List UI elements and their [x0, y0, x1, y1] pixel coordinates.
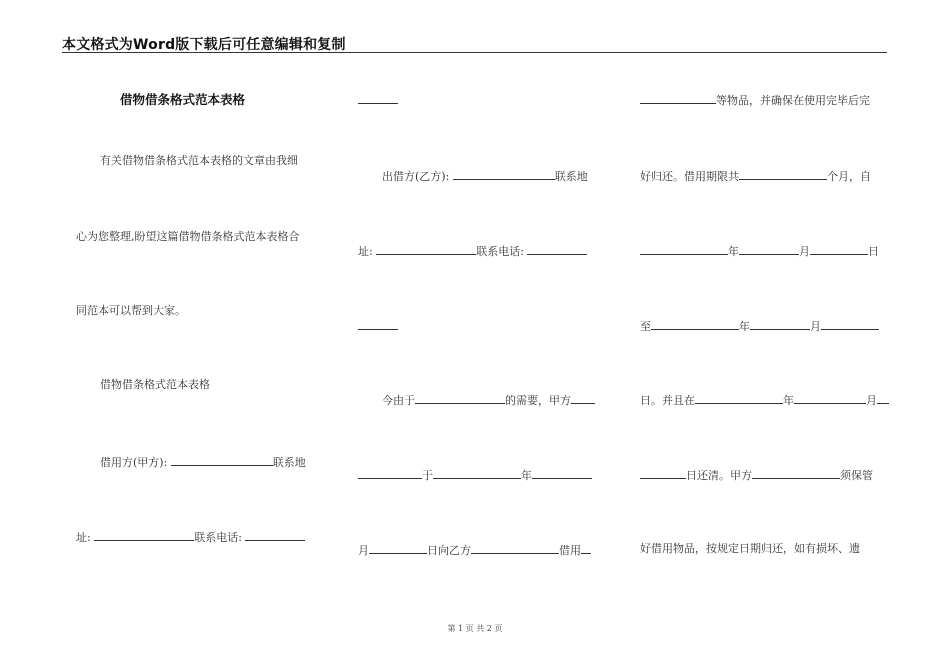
items-tail: 等物品，并确保在使用完毕后完 [716, 94, 870, 107]
section-heading: 借物借条格式范本表格 [100, 378, 210, 391]
day-blank[interactable] [369, 542, 427, 554]
start-date-line [640, 243, 879, 259]
year-blank[interactable] [433, 467, 521, 479]
borrower-label: 借用方(甲方): [100, 456, 168, 469]
settle-line [640, 392, 889, 408]
start-month-blank[interactable] [739, 243, 799, 255]
address-label: 址: [76, 531, 91, 544]
month-blank[interactable] [532, 467, 592, 479]
to-label: 至 [640, 320, 651, 333]
lender-label: 出借方(乙方): [382, 170, 450, 183]
settle-year-label: 年 [783, 394, 794, 407]
borrower-address-line [76, 529, 305, 545]
lender-contact-label: 联系地 [554, 170, 588, 183]
document-banner: 本文格式为Word版下载后可任意编辑和复制 [62, 37, 346, 53]
lender-phone-blank[interactable] [527, 243, 587, 255]
party-b-blank[interactable] [471, 542, 559, 554]
need-prefix: 今由于 [382, 394, 415, 407]
end-year-label: 年 [739, 320, 750, 333]
borrower-name-blank[interactable] [171, 454, 273, 466]
settle-day-blank[interactable] [877, 392, 889, 404]
end-day-and: 日。并且在 [640, 394, 695, 407]
must-keep-label: 须保管 [840, 469, 873, 482]
phone-label: 联系电话: [194, 531, 242, 544]
doc-title: 借物借条格式范本表格 [120, 92, 246, 107]
intro-line-1: 有关借物借条格式范本表格的文章由我细 [100, 154, 298, 167]
settle-month-label: 月 [866, 394, 877, 407]
lender-address-label: 址: [358, 245, 373, 258]
lender-address-blank[interactable] [376, 243, 476, 255]
date-line [358, 467, 592, 483]
page-number: 第 1 页 共 2 页 [447, 624, 503, 633]
start-year-label: 年 [728, 245, 739, 258]
lender-line [382, 168, 588, 184]
borrower-phone-blank[interactable] [245, 529, 305, 541]
term-months-blank[interactable] [739, 168, 827, 180]
year-label: 年 [521, 469, 532, 482]
col2-top-line [358, 92, 398, 108]
need-reason-blank[interactable] [415, 392, 505, 404]
end-day-blank[interactable] [821, 318, 879, 330]
start-day-label: 日 [868, 245, 879, 258]
clear-label: 日还清。甲方 [686, 469, 752, 482]
start-month-label: 月 [799, 245, 810, 258]
borrower-contact-label: 联系地 [272, 456, 306, 469]
borrower-line [100, 454, 306, 470]
lender-name-blank[interactable] [453, 168, 555, 180]
day-to-party-b: 日向乙方 [427, 544, 471, 557]
settle-month-blank[interactable] [794, 392, 866, 404]
need-line [382, 392, 595, 408]
items-line [640, 92, 870, 108]
borrow-item-blank[interactable] [581, 542, 591, 554]
intro-line-3: 同范本可以帮到大家。 [76, 304, 186, 317]
borrower-address-blank[interactable] [94, 529, 194, 541]
borrow-label: 借用 [559, 544, 581, 557]
end-year-blank[interactable] [651, 318, 739, 330]
return-line [640, 168, 871, 184]
party-a-blank[interactable] [571, 392, 595, 404]
borrow-line [358, 542, 591, 558]
col2-mid-line [358, 318, 398, 334]
intro-line-2: 心为您整理,盼望这篇借物借条格式范本表格合 [76, 230, 300, 243]
end-month-blank[interactable] [750, 318, 810, 330]
end-month-label: 月 [810, 320, 821, 333]
return-suffix: 个月，自 [827, 170, 871, 183]
clear-line [640, 467, 873, 483]
col2-top-blank[interactable] [358, 92, 398, 104]
banner-divider [62, 52, 887, 53]
care-line: 好借用物品，按规定日期归还，如有损坏、遗 [640, 542, 860, 555]
month-label: 月 [358, 544, 369, 557]
clear-day-blank[interactable] [640, 467, 686, 479]
lender-phone-label: 联系电话: [476, 245, 524, 258]
need-suffix: 的需要，甲方 [505, 394, 571, 407]
start-day-blank[interactable] [810, 243, 868, 255]
yu-label: 于 [422, 469, 433, 482]
lender-address-line [358, 243, 587, 259]
return-prefix: 好归还。借用期限共 [640, 170, 739, 183]
party-a-name-blank[interactable] [358, 467, 422, 479]
col2-mid-blank[interactable] [358, 318, 398, 330]
party-a-care-blank[interactable] [752, 467, 840, 479]
settle-year-blank[interactable] [695, 392, 783, 404]
items-blank[interactable] [640, 92, 716, 104]
start-year-blank[interactable] [640, 243, 728, 255]
end-date-line [640, 318, 879, 334]
